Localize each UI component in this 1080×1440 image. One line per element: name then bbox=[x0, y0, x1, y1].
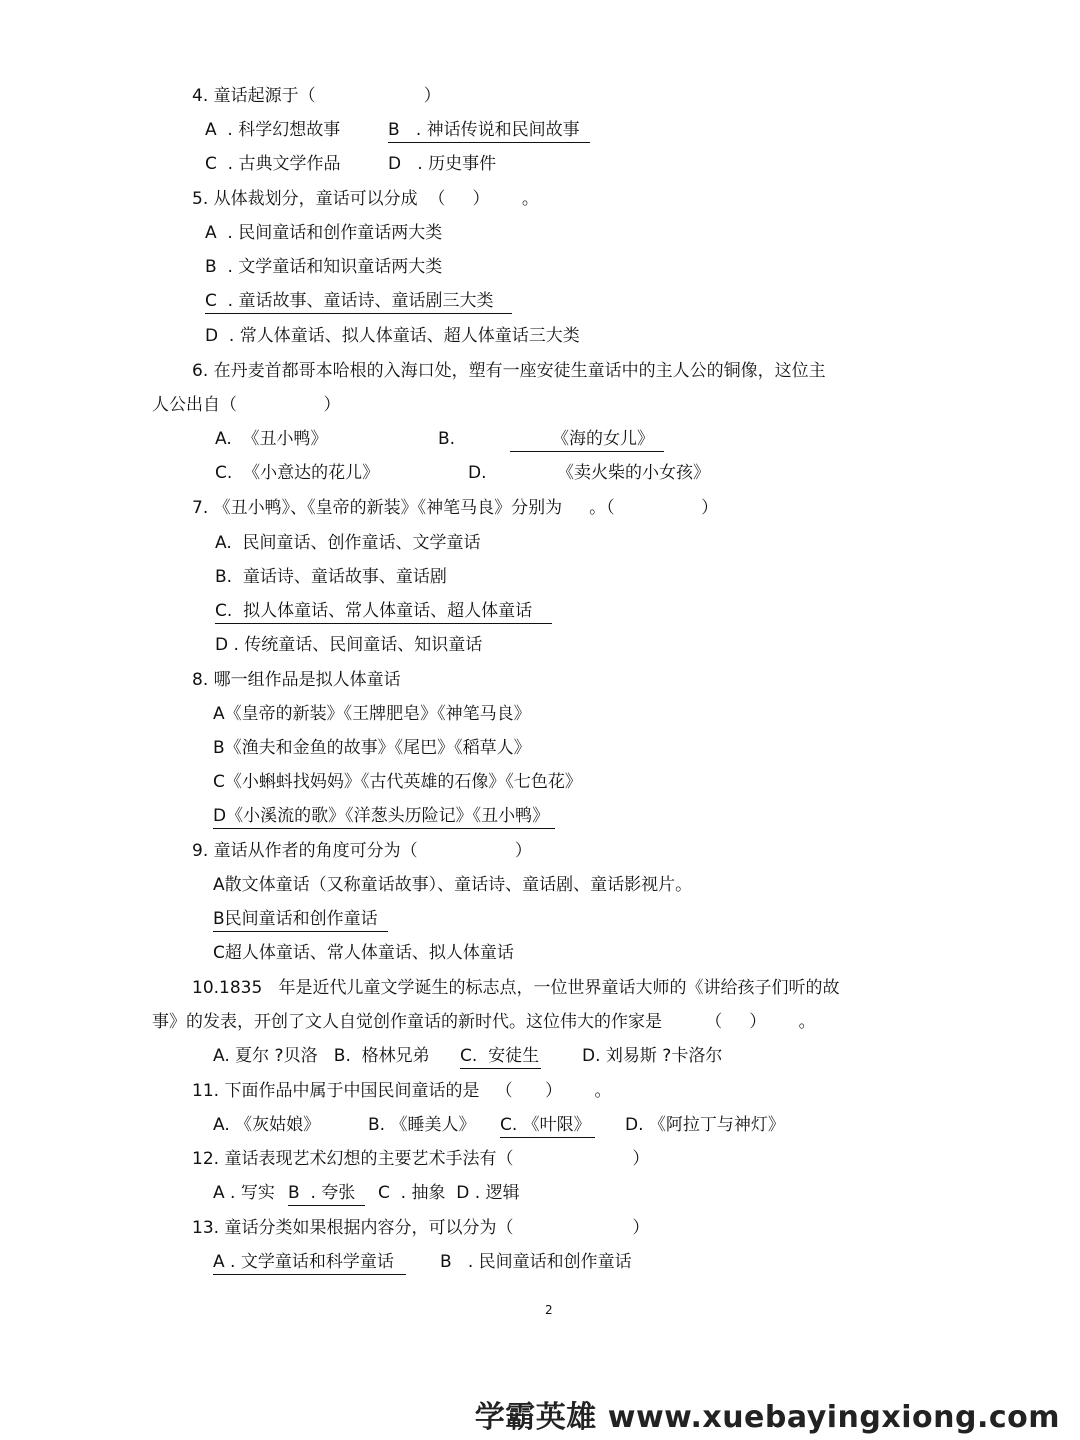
q6-option-d-label: D. bbox=[468, 463, 487, 483]
q11-option-b: B. 《睡美人》 bbox=[368, 1115, 476, 1135]
watermark-text: 学霸英雄 www.xuebayingxiong.com bbox=[474, 1400, 1060, 1435]
q7-stem: 7. 《丑小鸭》、《皇帝的新装》《神笔马良》分别为 。（ ） bbox=[192, 498, 719, 518]
q11-stem: 11. 下面作品中属于中国民间童话的是 （ ） 。 bbox=[192, 1081, 612, 1101]
q12-option-b-answer: B . 夸张 bbox=[288, 1182, 365, 1206]
q10-stem-line1: 10.1835 年是近代儿童文学诞生的标志点，一位世界童话大师的《讲给孩子们听的故 bbox=[192, 978, 840, 998]
q8-option-d-answer: D《小溪流的歌》《洋葱头历险记》《丑小鸭》 bbox=[213, 805, 555, 829]
q11-option-c-answer: C. 《叶限》 bbox=[500, 1114, 595, 1138]
q9-option-b-answer: B民间童话和创作童话 bbox=[213, 908, 388, 932]
q11-option-d: D. 《阿拉丁与神灯》 bbox=[625, 1115, 785, 1135]
q6-stem-line1: 6. 在丹麦首都哥本哈根的入海口处，塑有一座安徒生童话中的主人公的铜像，这位主 bbox=[192, 361, 826, 381]
q4-option-b-answer: B . 神话传说和民间故事 bbox=[388, 119, 590, 143]
q10-option-ab: A. 夏尔 ?贝洛 B. 格林兄弟 bbox=[213, 1046, 430, 1066]
q9-stem: 9. 童话从作者的角度可分为（ ） bbox=[192, 841, 532, 861]
q4-option-d: D . 历史事件 bbox=[388, 154, 497, 174]
page-number: 2 bbox=[545, 1303, 553, 1317]
q7-option-a: A. 民间童话、创作童话、文学童话 bbox=[215, 533, 481, 553]
q6-option-b-answer: 《海的女儿》 bbox=[510, 428, 664, 452]
q5-option-b: B . 文学童话和知识童话两大类 bbox=[205, 257, 443, 277]
q10-option-d: D. 刘易斯 ?卡洛尔 bbox=[582, 1046, 723, 1066]
q4-option-c: C . 古典文学作品 bbox=[205, 154, 341, 174]
q7-option-d: D . 传统童话、民间童话、知识童话 bbox=[215, 635, 483, 655]
q12-stem: 12. 童话表现艺术幻想的主要艺术手法有（ ） bbox=[192, 1149, 650, 1169]
q8-option-b: B《渔夫和金鱼的故事》《尾巴》《稻草人》 bbox=[213, 738, 531, 758]
q8-option-c: C《小蝌蚪找妈妈》《古代英雄的石像》《七色花》 bbox=[213, 772, 582, 792]
q6-stem-line2: 人公出自（ ） bbox=[152, 395, 341, 415]
q12-option-cd: C . 抽象 D . 逻辑 bbox=[378, 1183, 520, 1203]
q13-option-b: B . 民间童话和创作童话 bbox=[440, 1252, 632, 1272]
q5-option-d: D . 常人体童话、拟人体童话、超人体童话三大类 bbox=[205, 326, 580, 346]
q8-stem: 8. 哪一组作品是拟人体童话 bbox=[192, 670, 401, 690]
q5-stem: 5. 从体裁划分，童话可以分成 （ ） 。 bbox=[192, 189, 539, 209]
q6-option-d: 《卖火柴的小女孩》 bbox=[557, 463, 710, 483]
q11-option-a: A. 《灰姑娘》 bbox=[213, 1115, 321, 1135]
q5-option-a: A . 民间童话和创作童话两大类 bbox=[205, 223, 443, 243]
q5-option-c-answer: C . 童话故事、童话诗、童话剧三大类 bbox=[205, 290, 512, 314]
q9-option-a: A散文体童话（又称童话故事）、童话诗、童话剧、童话影视片。 bbox=[213, 875, 693, 895]
q4-stem: 4. 童话起源于（ ） bbox=[192, 86, 441, 106]
q13-option-a-answer: A . 文学童话和科学童话 bbox=[213, 1251, 406, 1275]
q4-option-a: A . 科学幻想故事 bbox=[205, 120, 341, 140]
q6-option-c: C. 《小意达的花儿》 bbox=[215, 463, 380, 483]
q7-option-c-answer: C. 拟人体童话、常人体童话、超人体童话 bbox=[215, 600, 552, 624]
q6-option-a: A. 《丑小鸭》 bbox=[215, 429, 328, 449]
q12-option-a: A . 写实 bbox=[213, 1183, 275, 1203]
q10-option-c-answer: C. 安徒生 bbox=[460, 1045, 541, 1069]
q10-stem-line2: 事》的发表，开创了文人自觉创作童话的新时代。这位伟大的作家是 （ ） 。 bbox=[152, 1012, 816, 1032]
q8-option-a: A《皇帝的新装》《王牌肥皂》《神笔马良》 bbox=[213, 704, 531, 724]
q9-option-c: C超人体童话、常人体童话、拟人体童话 bbox=[213, 943, 514, 963]
q13-stem: 13. 童话分类如果根据内容分，可以分为（ ） bbox=[192, 1218, 650, 1238]
q6-option-b-label: B. bbox=[438, 429, 456, 449]
q7-option-b: B. 童话诗、童话故事、童话剧 bbox=[215, 567, 447, 587]
